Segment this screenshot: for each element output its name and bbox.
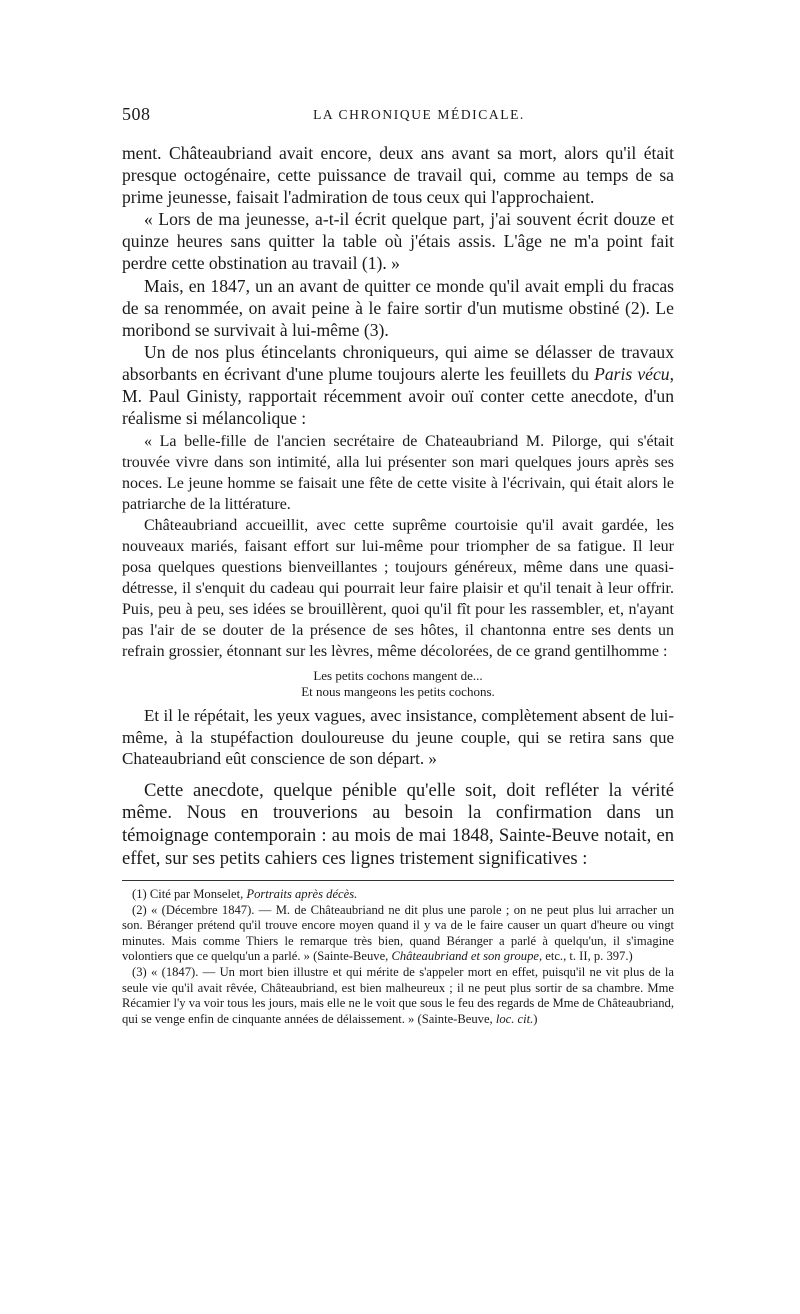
- italic-title: Châteaubriand et son groupe,: [391, 949, 543, 964]
- page-number: 508: [122, 104, 151, 124]
- main-text: [122, 142, 674, 429]
- paragraph: « Lors de ma jeunesse, a-t-il écrit quelque part, j'ai souvent écrit douze et quinze heures sans quitter la table où j'étais assis. L'âge ne m'a point fait perdre cette obstination au travail (1). »: [122, 209, 674, 274]
- italic-title: Paris vécu: [594, 363, 670, 384]
- lead-section: [122, 780, 674, 870]
- text-run: , M. Paul Ginisty, rapportait récemment avoir ouï conter cette anecdote, d'un réalisme si mélancolique :: [122, 363, 675, 429]
- block-quote: [122, 431, 674, 770]
- page-body: [122, 142, 674, 1027]
- verse-line: Les petits cochons mangent de...: [313, 668, 483, 684]
- verse-line: Et nous mangeons les petits cochons.: [301, 683, 495, 699]
- quote-paragraph: « La belle-fille de l'ancien secrétaire de Chateaubriand M. Pilorge, qui s'était trouvée vivre dans son intimité, alla lui présenter son mari quelques jours après ses noces. Le jeune homme se faisait une fête de cette visite à l'écrivain, qui était alors le patriarche de la littérature.: [122, 433, 674, 514]
- footnote: [122, 965, 674, 1027]
- text-run: ): [533, 1011, 538, 1026]
- italic-title: loc. cit.: [495, 1011, 534, 1026]
- footnote-rule: [122, 880, 674, 881]
- page-header: [122, 104, 676, 128]
- quote-paragraph: Et il le répétait, les yeux vagues, avec insistance, complètement absent de lui-même, à la stupéfaction douloureuse du jeune couple, qui se retira sans que Chateaubriand eût conscience de son départ. »: [122, 706, 674, 769]
- paragraph: ment. Châteaubriand avait encore, deux ans avant sa mort, alors qu'il était presque octogénaire, cette puissance de travail qui, comme au temps de sa prime jeunesse, faisait l'admiration de tous ceux qui l'approchaient.: [122, 143, 674, 208]
- paragraph: Cette anecdote, quelque pénible qu'elle soit, doit refléter la vérité même. Nous en trouverions au besoin la confirmation dans un témoignage contemporain : au mois de mai 1848, Sainte-Beuve notait, en effet, sur ses petits cahiers ces lignes tristement significatives :: [122, 779, 674, 869]
- italic-title: Portraits après décès.: [246, 887, 358, 902]
- quote-paragraph: Châteaubriand accueillit, avec cette suprême courtoisie qu'il avait gardée, les nouveaux mariés, faisant effort sur lui-même pour triompher de sa fatigue. Il leur posa quelques questions bienveillantes ; toujours généreux, même dans une quasi-détresse, il s'enquit du cadeau qui pourrait leur faire plaisir et qu'il tenait à leur offrir. Puis, peu à peu, ses idées se brouillèrent, quoi qu'il fît pour les rassembler, et, n'ayant pas l'air de se douter de la présence de ses hôtes, il chantonna entre ses dents un refrain grossier, étonnant sur les lèvres, même décolorées, de ce grand gentilhomme :: [122, 517, 674, 661]
- verse: [122, 668, 674, 699]
- text-run: etc., t. II, p. 397.): [542, 949, 633, 964]
- text-run: (1) Cité par Monselet,: [132, 887, 247, 902]
- paragraph: Mais, en 1847, un an avant de quitter ce monde qu'il avait empli du fracas de sa renommée, on avait peine à le faire sortir d'un mutisme obstiné (2). Le moribond se survivait à lui-même (3).: [122, 275, 674, 340]
- text-run: Un de nos plus étincelants chroniqueurs, qui aime se délasser de travaux absorbants en écrivant d'une plume toujours alerte les feuillets du: [122, 341, 674, 384]
- text-run: (2) « (Décembre 1847). — M. de Châteaubriand ne dit plus une parole ; on ne peut plus lui arracher un son. Béranger prétend qu'il trouve encore moyen quand il y va de le faire causer un quart d'heure ou vingt minutes. Mais comme Thiers le remarque très bien, quand Béranger a parlé à quelqu'un, il s'imagine volontiers que ce quelqu'un a parlé. » (Sainte-Beuve,: [122, 902, 674, 964]
- footnote: [122, 903, 674, 965]
- running-title: LA CHRONIQUE MÉDICALE.: [313, 107, 525, 122]
- text-run: (3) « (1847). — Un mort bien illustre et qui mérite de s'appeler mort en effet, puisqu'il ne vit plus de la seule vie qu'il avait rêvée, Châteaubriand, est bien malheureux ; il ne peut plus sortir de sa chambre. Mme Récamier l'y va voir tous les jours, mais elle ne le voit que sous le feu des regards de Mme de Châteaubriand, qui se venge enfin de cinquante années de délaissement. » (Sainte-Beuve,: [122, 965, 674, 1026]
- paragraph: [122, 341, 674, 429]
- footnotes: [122, 887, 674, 1027]
- footnote: [122, 887, 674, 903]
